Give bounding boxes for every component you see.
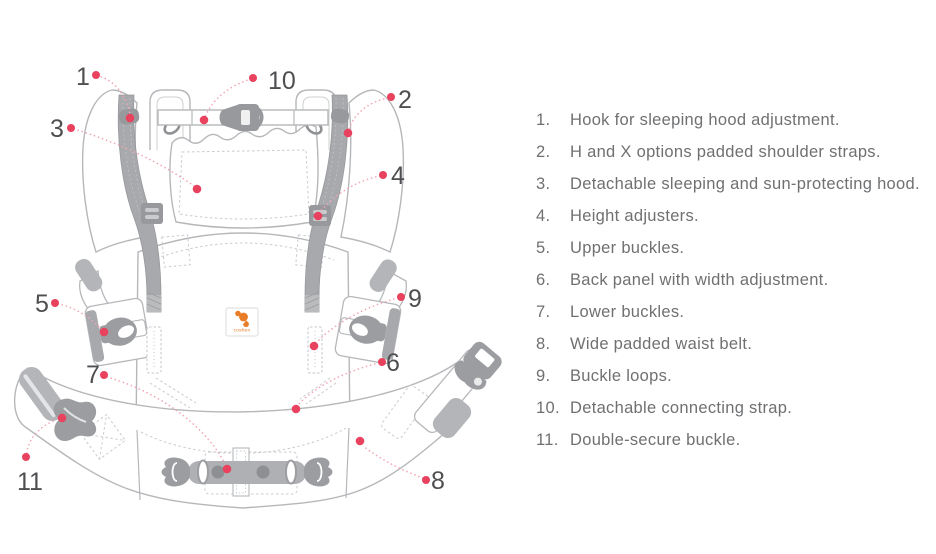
callout-number-7: 7 [86, 361, 100, 389]
legend-item-text: Height adjusters. [570, 207, 699, 225]
legend-item-number: 3. [536, 175, 551, 193]
legend-item-9 [536, 360, 932, 392]
legend-item-text: Buckle loops. [570, 367, 673, 385]
legend-item-number: 5. [536, 239, 551, 257]
legend-item-3 [536, 168, 932, 200]
lower-buckle-right-icon [304, 458, 333, 487]
parts-legend [536, 104, 932, 456]
callout-number-3: 3 [50, 115, 64, 143]
legend-item-number: 8. [536, 335, 551, 353]
connecting-strap-buckle-icon [220, 104, 262, 131]
legend-item-text: H and X options padded shoulder straps. [570, 143, 881, 161]
legend-item-10 [536, 392, 932, 424]
callout-number-6: 6 [386, 349, 400, 377]
legend-item-number: 11. [536, 431, 559, 449]
legend-item-text: Double-secure buckle. [570, 431, 741, 449]
legend-item-number: 10. [536, 399, 560, 417]
callout-number-1: 1 [76, 63, 90, 91]
legend-item-text: Back panel with width adjustment. [570, 271, 829, 289]
callout-number-8: 8 [431, 467, 445, 495]
brand-label [226, 308, 258, 336]
brand-word: coshen [233, 328, 251, 334]
legend-item-11 [536, 424, 932, 456]
legend-item-text: Detachable connecting strap. [570, 399, 793, 417]
legend-item-6 [536, 264, 932, 296]
legend-item-text: Detachable sleeping and sun-protecting hood. [570, 175, 920, 193]
upper-buckle-left [84, 297, 152, 366]
legend-item-4 [536, 200, 932, 232]
callout-number-2: 2 [398, 86, 412, 114]
legend-item-number: 9. [536, 367, 551, 385]
legend-item-number: 7. [536, 303, 551, 321]
callout-number-4: 4 [391, 162, 405, 190]
legend-item-1 [536, 104, 932, 136]
legend-item-5 [536, 232, 932, 264]
lower-buckle-left-icon [162, 458, 191, 487]
callout-number-9: 9 [408, 285, 422, 313]
callout-number-11: 11 [17, 468, 43, 496]
callout-number-10: 10 [268, 67, 296, 95]
legend-item-number: 1. [536, 111, 551, 129]
legend-item-number: 4. [536, 207, 551, 225]
legend-item-text: Lower buckles. [570, 303, 685, 321]
legend-item-text: Upper buckles. [570, 239, 685, 257]
callout-number-5: 5 [35, 290, 49, 318]
legend-item-7 [536, 296, 932, 328]
legend-item-8 [536, 328, 932, 360]
legend-item-number: 6. [536, 271, 551, 289]
legend-item-number: 2. [536, 143, 551, 161]
legend-item-text: Hook for sleeping hood adjustment. [570, 111, 840, 129]
legend-item-text: Wide padded waist belt. [570, 335, 753, 353]
legend-item-2 [536, 136, 932, 168]
